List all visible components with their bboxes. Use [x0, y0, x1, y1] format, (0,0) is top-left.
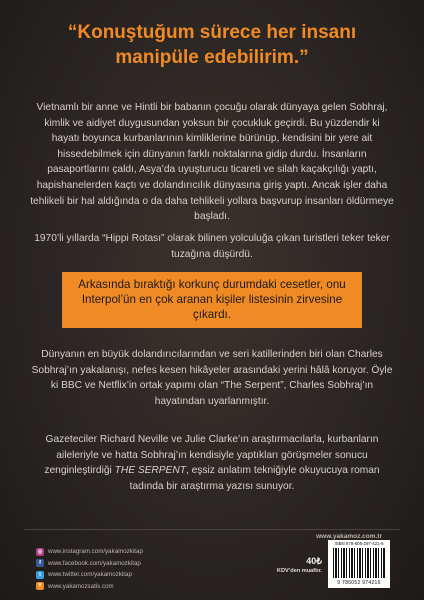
pull-quote: [20, 20, 404, 70]
book-title-italic: THE SERPENT: [114, 465, 186, 477]
twitter-icon: t: [36, 571, 44, 579]
social-link-facebook[interactable]: [36, 558, 216, 570]
isbn-label: ISBN 978-605-297-421-6: [334, 541, 384, 546]
blurb-paragraph-4: [30, 432, 394, 494]
social-link-text: www.instagram.com/yakamozkitap: [48, 548, 143, 556]
publisher-website[interactable]: www.yakamoz.com.tr: [316, 533, 382, 540]
instagram-icon: ◎: [37, 548, 43, 555]
tax-note: KDV’den muaftır.: [276, 568, 322, 574]
blurb-paragraph-1: Vietnamlı bir anne ve Hintli bir babanın çocuğu olarak dünyaya gelen Sobhraj, kimlik ve aidiyet duygusundan yoksun bir çocukluk geçirdi. Bu yüzdendir ki hayatı boyunca kurbanlarının kimliklerine bürünüp, kendisini bir yere ait hissedebilmek için dünyanın farklı noktalarına gidip durdu. İnsanların pasaportlarını çaldı, Asya’da uyuşturucu ticareti ve silah kaçakçılığı yaptı, hapishanelerden kaçtı ve dolandırıcılık dünyasına giriş yaptı. Ancak işler daha tehlikeli bir hal aldığında o da daha tehlikeli yollara başvurup insanları öldürmeye başladı.: [30, 102, 394, 223]
blurb-paragraph-2: 1970’li yıllarda “Hippi Rotası” olarak bilinen yolculuğa çıkan turistleri teker teker tuzağına düşürdü.: [34, 233, 390, 260]
social-link-text: www.facebook.com/yakamozkitap: [48, 559, 141, 567]
pull-quote-line-1: “Konuştuğum sürece her insanı: [67, 22, 357, 43]
facebook-icon: f: [36, 559, 44, 567]
social-link-yakamozsatis[interactable]: [36, 581, 216, 593]
social-link-instagram[interactable]: [36, 546, 216, 558]
callout-text: Arkasında bıraktığı korkunç durumdaki cesetler, onu Interpol’ün en çok aranan kişiler listesinin zirvesine çıkardı.: [78, 278, 346, 321]
paragraph-4-after: , eşsiz anlatım tekniğiyle okuyucuya roman tadında bir araştırma yazısı sunuyor.: [129, 465, 380, 492]
barcode-icon: [333, 548, 385, 578]
paragraph-4-before: Gazeteciler Richard Neville ve Julie Clarke’ın araştırmacılarla, kurbanların aileleriyle ve hatta Sobhraj’ın kendisiyle yaptıkları görüşmeler sonucu zenginleştirdiği: [44, 434, 379, 477]
barcode-number: 9 786052 974216: [337, 580, 381, 586]
pull-quote-line-2: manipüle edebilirim.”: [115, 47, 309, 68]
blurb-paragraph-3: Dünyanın en büyük dolandırıcılarından ve seri katillerinden biri olan Charles Sobhraj’ın yakalanışı, nefes kesen hikâyeler arasındaki yerini hâlâ koruyor. Öyle ki BBC ve Netflix’in ortak yapımı olan “The Serpent”, Charles Sobhraj’ın hayatından uyarlanmıştır.: [31, 349, 393, 407]
yakamozsatis-icon: Y: [36, 582, 44, 590]
social-link-text: www.twitter.com/yakamozkitap: [48, 571, 132, 579]
social-link-twitter[interactable]: [36, 569, 216, 581]
price: 40₺: [306, 556, 322, 566]
divider: [24, 529, 400, 530]
social-links: [36, 546, 216, 592]
social-link-text: www.yakamozsatis.com: [48, 582, 114, 590]
